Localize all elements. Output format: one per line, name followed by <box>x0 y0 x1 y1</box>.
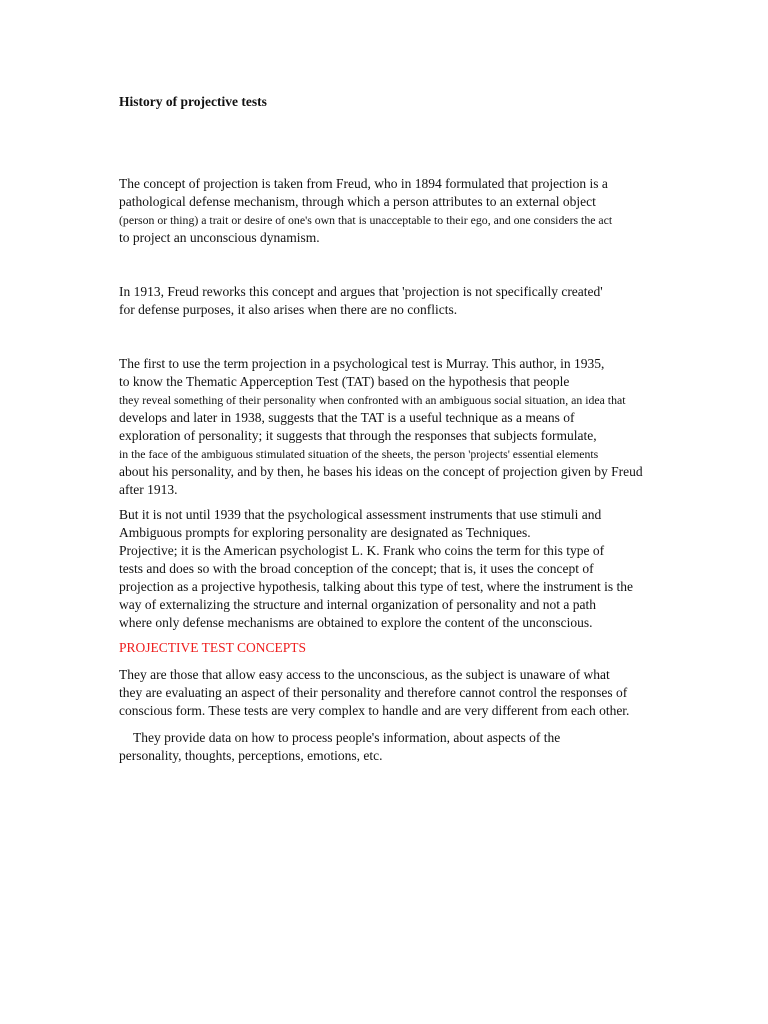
text-line: way of externalizing the structure and internal organization of personality and not a path <box>119 597 596 612</box>
text-line: But it is not until 1939 that the psychological assessment instruments that use stimuli and <box>119 507 602 522</box>
text-line: They are those that allow easy access to the unconscious, as the subject is unaware of what <box>119 667 610 682</box>
text-line: to know the Thematic Apperception Test (TAT) based on the hypothesis that people <box>119 374 570 389</box>
paragraph-2 <box>119 283 699 319</box>
text-line: after 1913. <box>119 482 178 497</box>
text-line: projection as a projective hypothesis, talking about this type of test, where the instrument is the <box>119 579 634 594</box>
text-line: The concept of projection is taken from Freud, who in 1894 formulated that projection is a <box>119 176 608 191</box>
paragraph-1 <box>119 175 699 247</box>
paragraph-5 <box>119 666 699 720</box>
text-line: they are evaluating an aspect of their personality and therefore cannot control the responses of <box>119 685 628 700</box>
text-line: The first to use the term projection in a psychological test is Murray. This author, in 1935, <box>119 356 605 371</box>
text-line: to project an unconscious dynamism. <box>119 230 320 245</box>
text-line: exploration of personality; it suggests that through the responses that subjects formulate, <box>119 428 597 443</box>
text-line: for defense purposes, it also arises when there are no conflicts. <box>119 302 458 317</box>
text-line: where only defense mechanisms are obtained to explore the content of the unconscious. <box>119 615 593 630</box>
text-line: Projective; it is the American psychologist L. K. Frank who coins the term for this type of <box>119 543 605 558</box>
paragraph-4 <box>119 506 699 632</box>
paragraph-6 <box>119 729 699 765</box>
text-line: about his personality, and by then, he bases his ideas on the concept of projection given by Freud <box>119 464 643 479</box>
document-title: History of projective tests <box>119 94 267 109</box>
text-line: tests and does so with the broad conception of the concept; that is, it uses the concept of <box>119 561 594 576</box>
text-line: in the face of the ambiguous stimulated situation of the sheets, the person 'projects' essential elements <box>119 447 599 461</box>
text-line: pathological defense mechanism, through which a person attributes to an external object <box>119 194 596 209</box>
text-line: conscious form. These tests are very complex to handle and are very different from each other. <box>119 703 630 718</box>
text-line: (person or thing) a trait or desire of one's own that is unacceptable to their ego, and one considers the act <box>119 213 613 227</box>
text-line: personality, thoughts, perceptions, emotions, etc. <box>119 748 383 763</box>
text-line: Ambiguous prompts for exploring personality are designated as Techniques. <box>119 525 531 540</box>
paragraph-3 <box>119 355 699 499</box>
text-line: develops and later in 1938, suggests that the TAT is a useful technique as a means of <box>119 410 575 425</box>
text-line: In 1913, Freud reworks this concept and argues that 'projection is not specifically created' <box>119 284 603 299</box>
text-line: they reveal something of their personality when confronted with an ambiguous social situation, an idea that <box>119 393 626 407</box>
section-heading: PROJECTIVE TEST CONCEPTS <box>119 640 307 655</box>
text-line: They provide data on how to process people's information, about aspects of the <box>133 730 561 745</box>
